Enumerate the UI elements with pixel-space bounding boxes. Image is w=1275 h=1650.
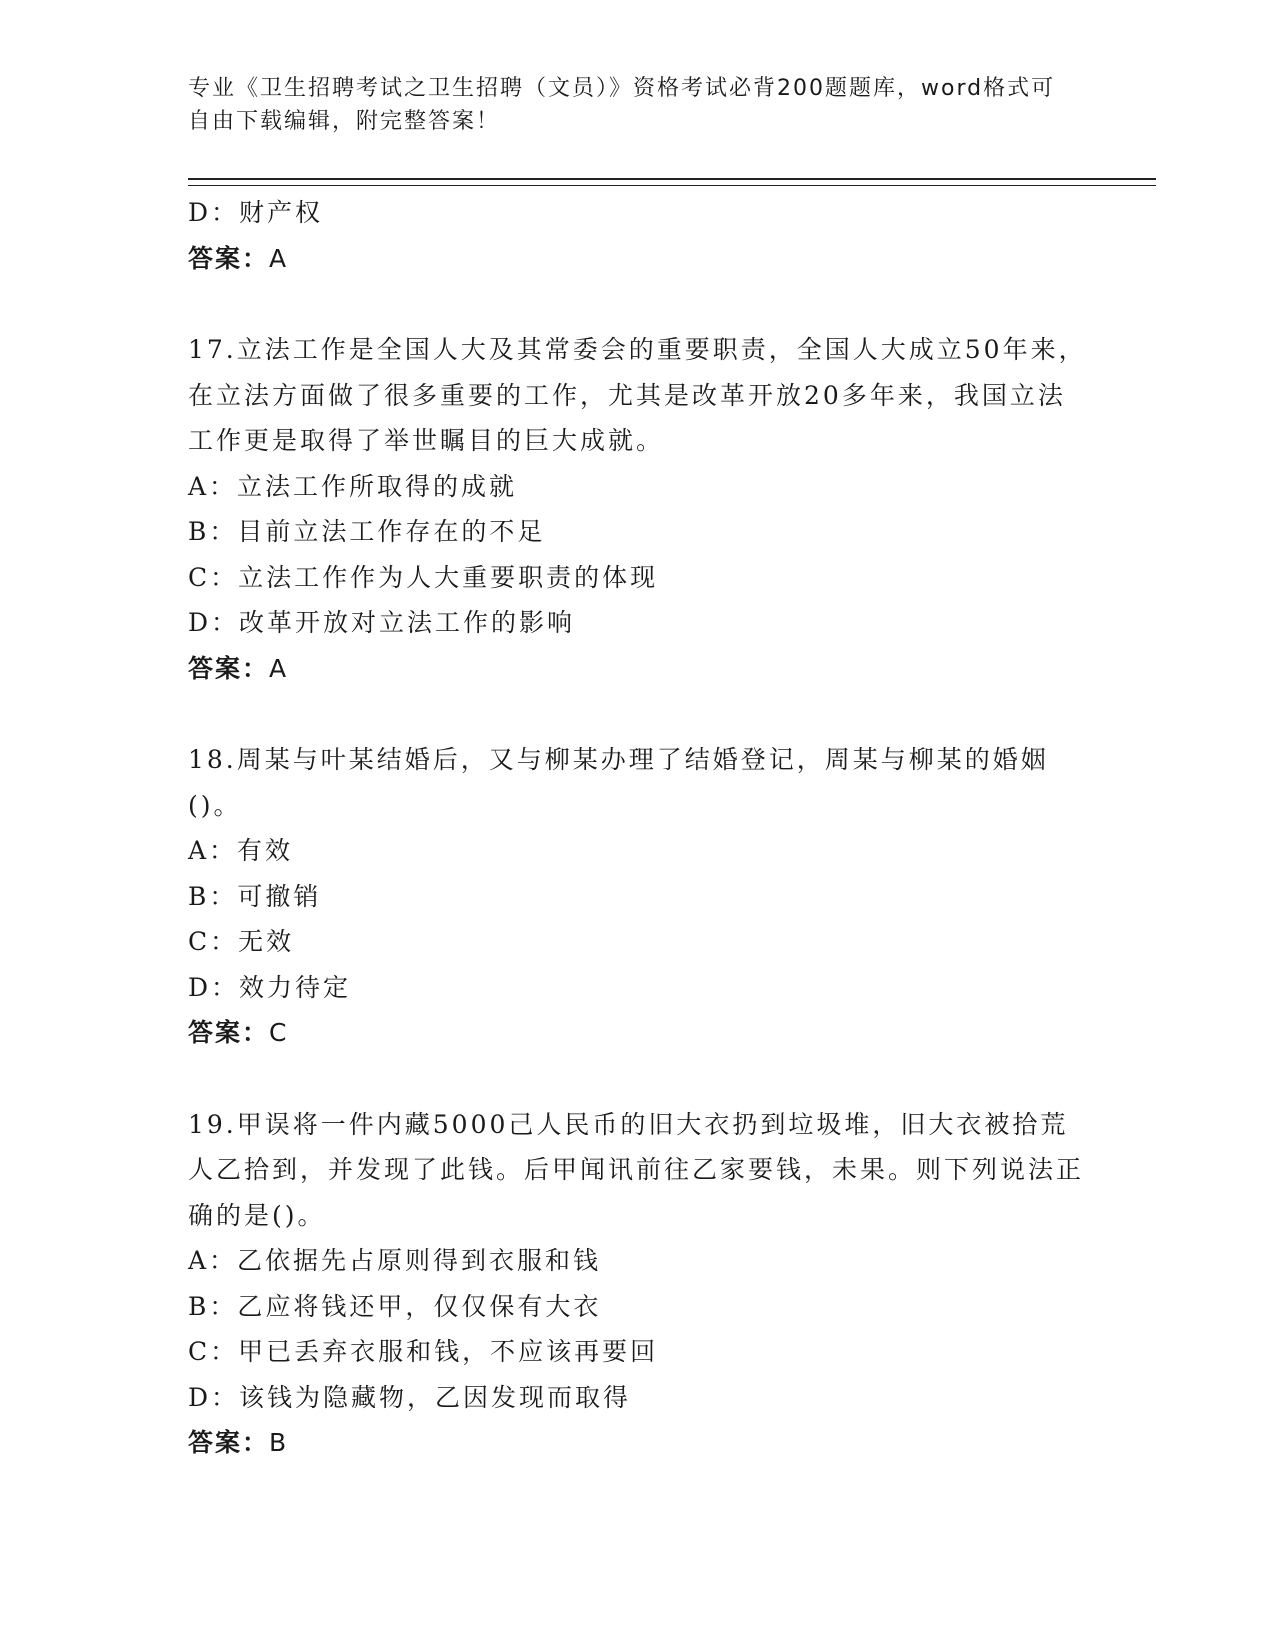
option-b: B：可撤销 xyxy=(188,881,322,911)
answer-label: 答案： xyxy=(188,1428,270,1457)
question-17 xyxy=(188,327,1088,691)
spacer xyxy=(188,1056,1088,1102)
answer-value: A xyxy=(269,243,289,273)
question-18 xyxy=(188,737,1088,1056)
answer-line xyxy=(188,236,1088,282)
option-c: C：无效 xyxy=(188,927,295,956)
answer-label: 答案： xyxy=(188,243,270,273)
option-a: A：立法工作所取得的成就 xyxy=(188,471,518,501)
question-19 xyxy=(188,1102,1088,1466)
spacer xyxy=(188,691,1088,737)
answer-value: B xyxy=(269,1428,289,1457)
answer-line xyxy=(188,1010,1088,1056)
option-d: D：财产权 xyxy=(188,198,324,227)
question-text: 18.周某与叶某结婚后，又与柳某办理了结婚登记，周某与柳某的婚姻()。 xyxy=(188,745,1049,820)
option-c: C：甲已丢弃衣服和钱，不应该再要回 xyxy=(188,1337,659,1366)
answer-value: A xyxy=(269,653,289,683)
document-header xyxy=(188,72,1068,138)
option-c: C：立法工作作为人大重要职责的体现 xyxy=(188,562,659,592)
answer-line xyxy=(188,646,1088,692)
header-divider xyxy=(188,178,1156,186)
question-text: 19.甲误将一件内藏5000己人民币的旧大衣扔到垃圾堆，旧大衣被拾荒人乙拾到，并发现了此钱。后甲闻讯前往乙家要钱，未果。则下列说法正确的是()。 xyxy=(188,1109,1085,1230)
option-a: A：乙依据先占原则得到衣服和钱 xyxy=(188,1246,602,1275)
option-d: D：改革开放对立法工作的影响 xyxy=(188,608,576,637)
option-d: D：该钱为隐藏物，乙因发现而取得 xyxy=(188,1382,632,1412)
document-title: 专业《卫生招聘考试之卫生招聘（文员）》资格考试必背200题题库，word格式可自由下载编辑，附完整答案！ xyxy=(188,76,1056,134)
answer-label: 答案： xyxy=(188,653,270,683)
option-a: A：有效 xyxy=(188,836,294,865)
carryover-block xyxy=(188,190,1088,281)
answer-value: C xyxy=(269,1018,289,1047)
spacer xyxy=(188,281,1088,327)
question-text: 17.立法工作是全国人大及其常委会的重要职责，全国人大成立50年来，在立法方面做了很多重要的工作，尤其是改革开放20多年来，我国立法工作更是取得了举世瞩目的巨大成就。 xyxy=(188,335,1087,455)
question-list xyxy=(188,190,1088,1466)
answer-line xyxy=(188,1420,1088,1466)
option-d: D：效力待定 xyxy=(188,972,352,1002)
option-b: B：乙应将钱还甲，仅仅保有大衣 xyxy=(188,1291,602,1321)
answer-label: 答案： xyxy=(188,1018,270,1047)
option-b: B：目前立法工作存在的不足 xyxy=(188,517,546,546)
